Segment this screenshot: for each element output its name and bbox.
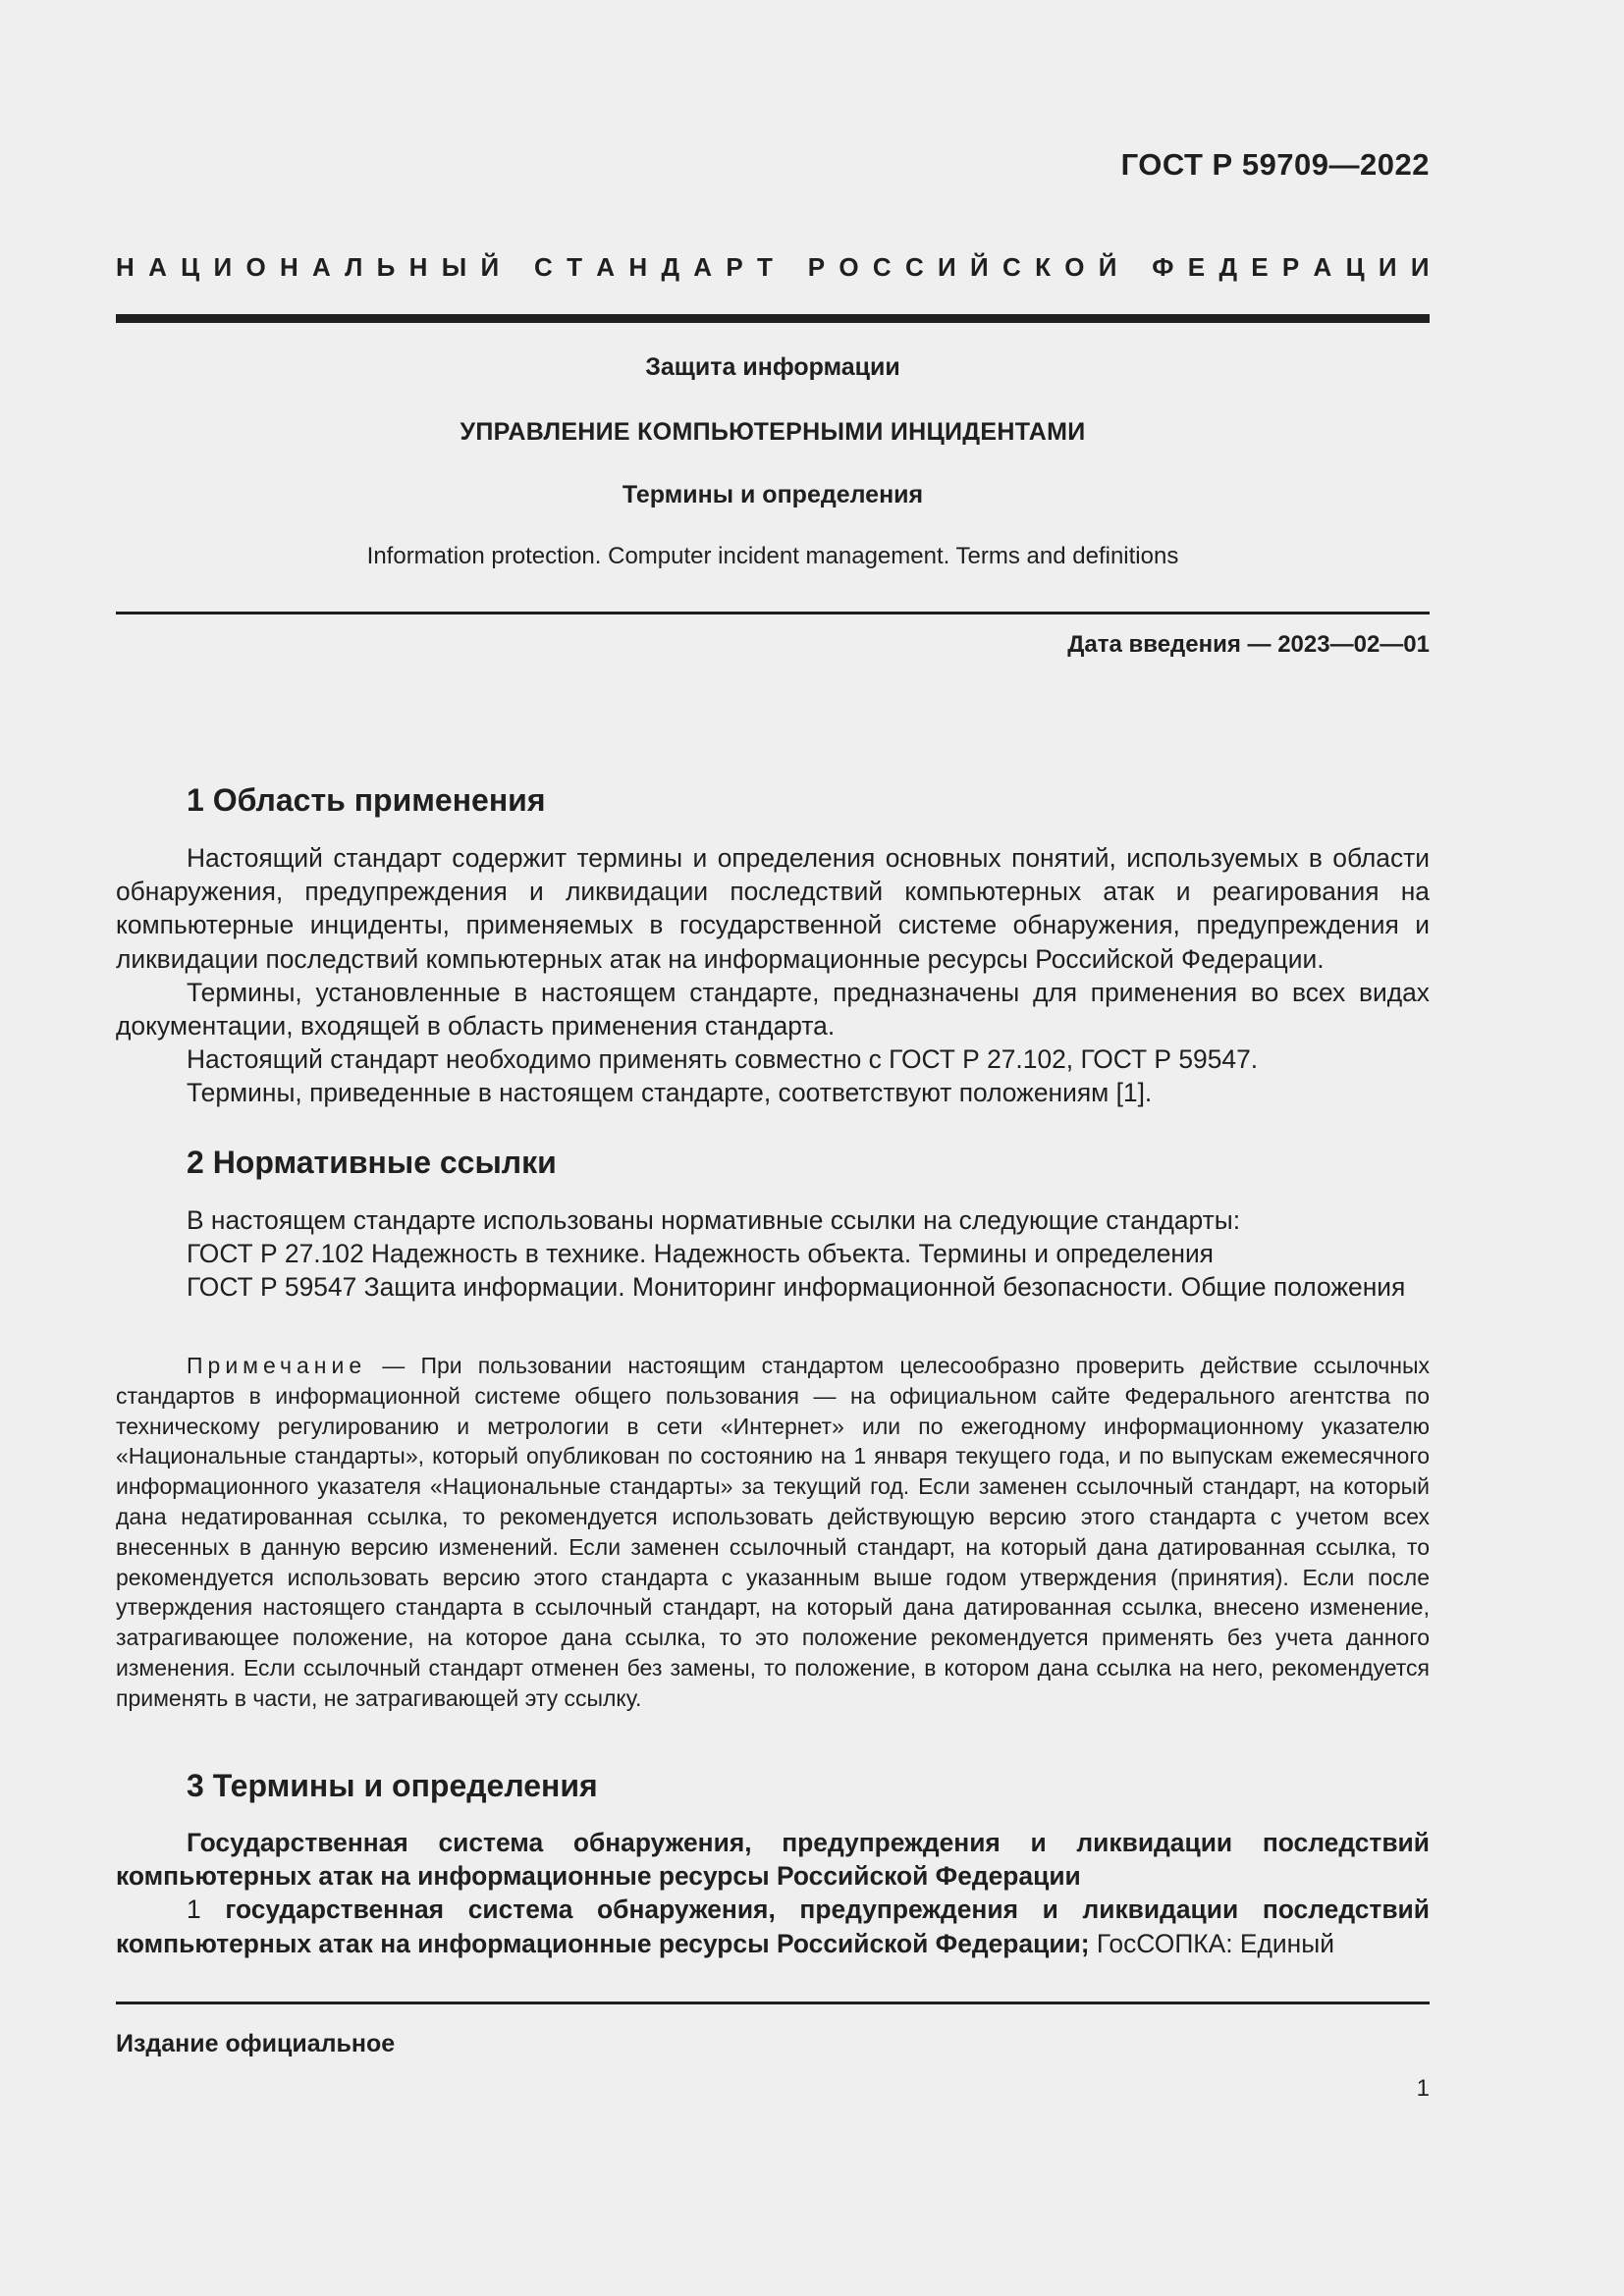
banner-letter: О [839, 252, 859, 282]
banner-letter: Ь [376, 252, 396, 282]
banner-letter: Ф [1152, 252, 1174, 282]
edition-label: Издание официальное [116, 2030, 396, 2057]
banner-letter: Й [480, 252, 500, 282]
banner-letter: Е [1187, 252, 1206, 282]
banner-letter: Й [970, 252, 989, 282]
banner-letter: Л [345, 252, 363, 282]
banner-letter: Н [408, 252, 428, 282]
page-number: 1 [1416, 2075, 1430, 2102]
title-rule [116, 612, 1430, 614]
section3-body [116, 1826, 1430, 1960]
banner-letter: Д [661, 252, 679, 282]
banner-letter: Т [567, 252, 582, 282]
banner-letter: С [904, 252, 924, 282]
banner-letter: Ы [441, 252, 467, 282]
banner-letter: Т [756, 252, 773, 282]
term-name: государственная система обнаружения, предупреждения и ликвидации последствий компьютерных атак на информационные ресурсы Российской Федерации; [116, 1895, 1430, 1958]
section1-paragraph: Настоящий стандарт необходимо применять совместно с ГОСТ Р 27.102, ГОСТ Р 59547. [187, 1044, 1259, 1075]
banner-letter: С [872, 252, 892, 282]
title-english: Information protection. Computer incident management. Terms and definitions [366, 543, 1179, 569]
footer-rule [116, 2002, 1430, 2004]
term-entry [116, 1893, 1430, 1959]
banner-letter: И [938, 252, 956, 282]
gost-number: ГОСТ Р 59709—2022 [1120, 147, 1430, 182]
section1-paragraph: Термины, установленные в настоящем стандарте, предназначены для применения во всех видах документации, входящей в область применения стандарта. [116, 977, 1430, 1041]
banner-letter: А [312, 252, 331, 282]
section2-body [116, 1203, 1430, 1305]
banner-letter: А [148, 252, 167, 282]
banner-letter: И [213, 252, 233, 282]
section1-paragraph: Термины, приведенные в настоящем стандарте, соответствуют положениям [1]. [187, 1078, 1153, 1108]
section2-reference: ГОСТ Р 27.102 Надежность в технике. Надежность объекта. Термины и определения [187, 1239, 1214, 1269]
section2-paragraph: В настоящем стандарте использованы нормативные ссылки на следующие стандарты: [187, 1205, 1241, 1235]
banner-letter: Р [1281, 252, 1300, 282]
banner-letter: Р [807, 252, 826, 282]
banner-letter: И [1378, 252, 1397, 282]
note-text: — При пользовании настоящим стандартом целесообразно проверить действие ссылочных стандартов в информационной системе общего пользования — на официальном сайте Федерального агентства по техническому регулированию и метрологии в сети «Интернет» или по ежегодному информационному указателю «Национальные стандарты», который опубликован по состоянию на 1 января текущего года, и по выпускам ежемесячного информационного указателя «Национальные стандарты» за текущий год. Если заменен ссылочный стандарт, на который дана недатированная ссылка, то рекомендуется использовать действующую версию этого стандарта с учетом всех внесенных в данную версию изменений. Если заменен ссылочный стандарт, на который дана датированная ссылка, то рекомендуется использовать версию этого стандарта с указанным выше годом утверждения (принятия). Если после утверждения настоящего стандарта в ссылочный стандарт, на который дана датированная ссылка, внесено изменение, затрагивающее положение, на которое дана ссылка, то это положение рекомендуется применять без учета данного изменения. Если ссылочный стандарт отменен без замены, то положение, в котором дана ссылка на него, рекомендуется применять в части, не затрагивающей эту ссылку. [116, 1353, 1430, 1711]
section2-reference: ГОСТ Р 59547 Защита информации. Мониторинг информационной безопасности. Общие положения [187, 1272, 1406, 1303]
banner-letter: О [1064, 252, 1085, 282]
section1-heading: 1 Область применения [187, 782, 546, 818]
banner-space [1131, 252, 1138, 283]
banner-letter: Н [628, 252, 648, 282]
title-line1: Защита информации [645, 353, 900, 381]
banner-letter: Е [1251, 252, 1269, 282]
banner-space [513, 252, 519, 283]
section1-paragraph: Настоящий стандарт содержит термины и определения основных понятий, используемых в области обнаружения, предупреждения и ликвидации последствий компьютерных атак и реагирования на компьютерные инциденты, применяемых в государственной системе обнаружения, предупреждения и ликвидации последствий компьютерных атак на информационные ресурсы Российской Федерации. [116, 843, 1430, 974]
section3-heading: 3 Термины и определения [187, 1768, 598, 1803]
banner-letter: Д [1218, 252, 1237, 282]
note-label: Примечание [187, 1353, 367, 1378]
title-line3: Термины и определения [622, 481, 924, 508]
banner-space [786, 252, 793, 283]
banner-letter: Н [116, 252, 135, 282]
term-group-title: Государственная система обнаружения, предупреждения и ликвидации последствий компьютерных атак на информационные ресурсы Российской Федерации [116, 1828, 1430, 1892]
national-standard-banner [116, 252, 1430, 283]
term-definition: ГосСОПКА: Единый [1089, 1928, 1334, 1958]
banner-letter: С [534, 252, 553, 282]
banner-letter: Н [279, 252, 298, 282]
term-number: 1 [187, 1895, 226, 1925]
section2-note [116, 1351, 1430, 1714]
banner-letter: О [245, 252, 266, 282]
banner-letter: А [1313, 252, 1332, 282]
section2-heading: 2 Нормативные ссылки [187, 1145, 557, 1180]
banner-letter: Й [1098, 252, 1117, 282]
intro-date: Дата введения — 2023—02—01 [1067, 631, 1430, 658]
header-rule [116, 314, 1430, 323]
banner-letter: Ц [181, 252, 200, 282]
banner-letter: А [596, 252, 616, 282]
banner-letter: И [1410, 252, 1430, 282]
title-line2: УПРАВЛЕНИЕ КОМПЬЮТЕРНЫМИ ИНЦИДЕНТАМИ [460, 418, 1086, 446]
section1-body [116, 841, 1430, 1110]
banner-letter: А [693, 252, 713, 282]
banner-letter: Ц [1345, 252, 1365, 282]
banner-letter: С [1002, 252, 1021, 282]
banner-letter: Р [726, 252, 743, 282]
banner-letter: К [1035, 252, 1051, 282]
